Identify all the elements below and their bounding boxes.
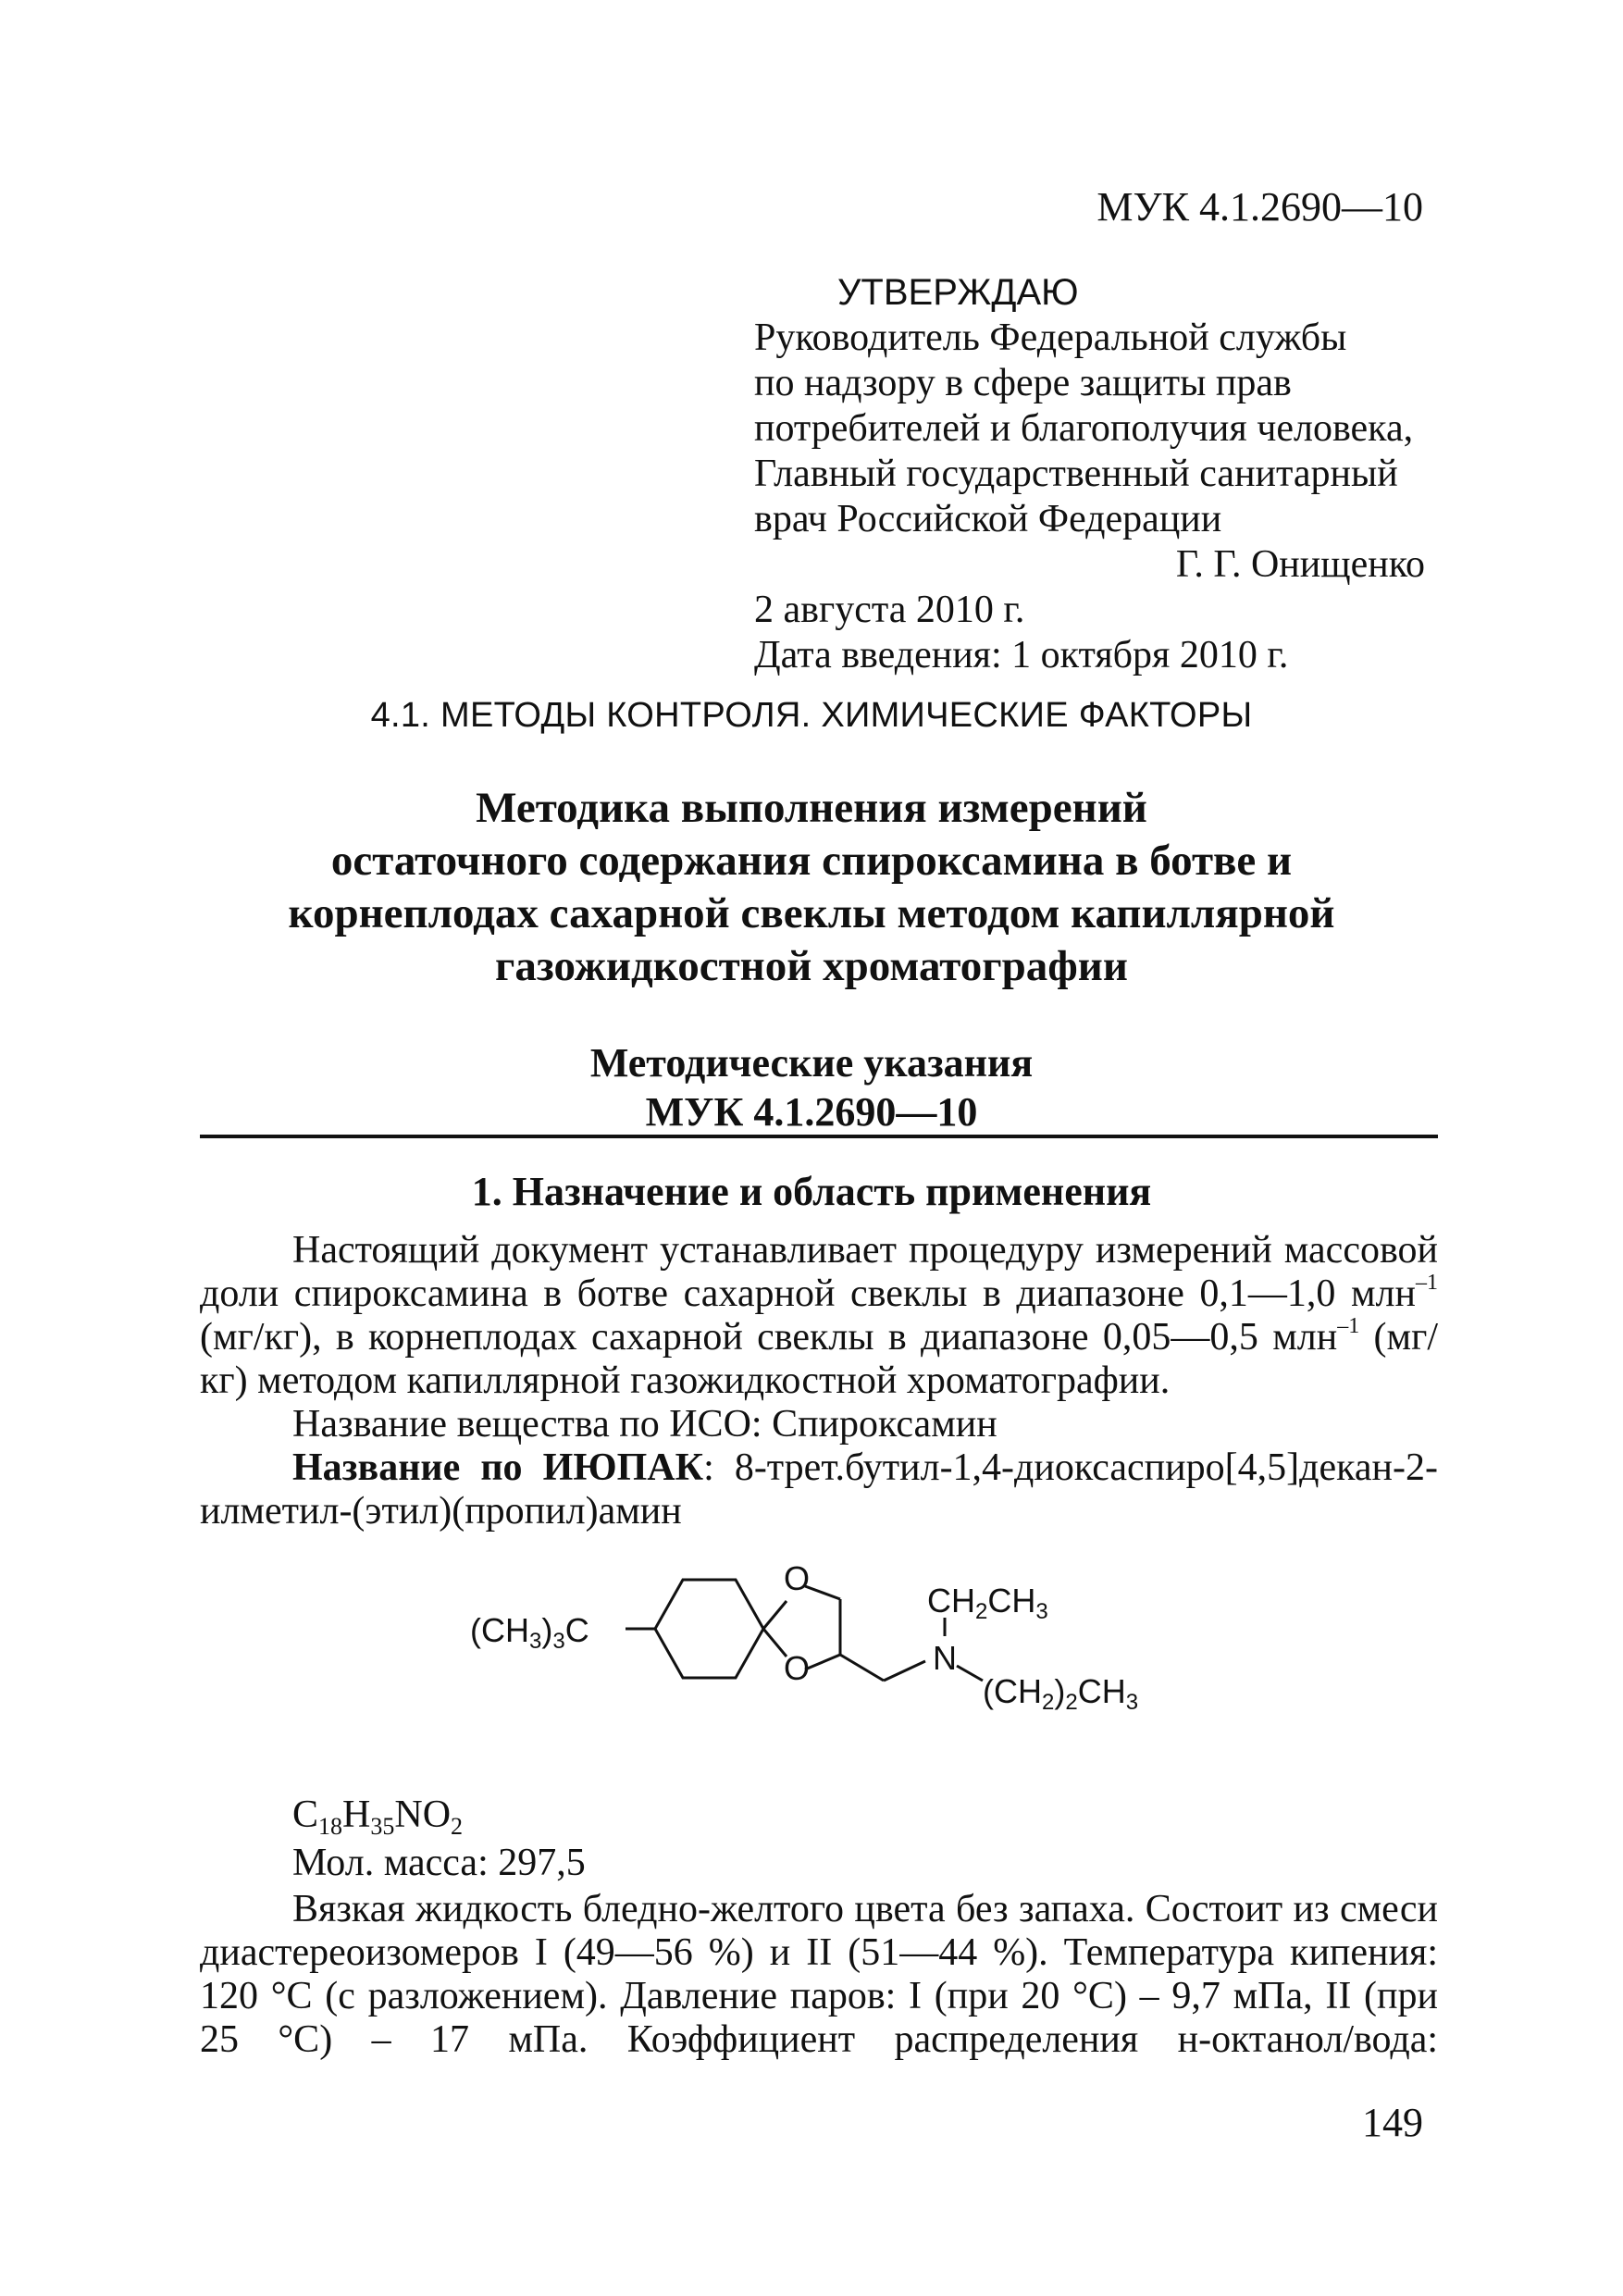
signatory-name: Г. Г. Онищенко	[1175, 543, 1425, 586]
approval-block	[754, 270, 1425, 678]
section-caption: 4.1. МЕТОДЫ КОНТРОЛЯ. ХИМИЧЕСКИЕ ФАКТОРЫ	[370, 696, 1253, 735]
cyclohexane-ring	[655, 1580, 763, 1678]
molecular-formula: $C_{18}H_{35}NO_2$	[292, 1793, 464, 1840]
iupac-label: Название по ИЮПАК	[292, 1446, 704, 1489]
subtitle-line: МУК 4.1.2690—10	[645, 1089, 978, 1135]
subtitle-line: Методические указания	[589, 1040, 1034, 1086]
molecular-mass: Мол. масса: 297,5	[292, 1842, 586, 1884]
nitrogen-atom: N	[933, 1639, 957, 1677]
document-title	[185, 782, 1438, 993]
horizontal-rule	[200, 1135, 1438, 1138]
scope-paragraph-block	[200, 1229, 1438, 1533]
approval-line: врач Российской Федерации	[754, 498, 1222, 540]
iupac-value: : 8-трет.бутил-1,4-диоксаспиро[4,5]декан-2-илметил-(этил)(пропил)амин	[200, 1446, 1438, 1533]
section-heading: 1. Назначение и область применения	[471, 1169, 1152, 1214]
approval-line: потребителей и благополучия человека,	[754, 407, 1414, 450]
iupac-name	[200, 1446, 1438, 1533]
document-code: МУК 4.1.2690—10	[1096, 184, 1423, 230]
page-number: 149	[1362, 2100, 1423, 2145]
ethyl-group: CH2CH3	[927, 1582, 1048, 1624]
title-line: газожидкостной хроматографии	[495, 942, 1128, 990]
formula-block	[292, 1791, 586, 1887]
iso-name: Название вещества по ИСО: Спироксамин	[292, 1403, 997, 1446]
scope-paragraph: Настоящий документ устанавливает процедуру измерений массовой доли спироксамина в ботве сахарной свеклы в диапазоне 0,1—1,0 млн$^{-1}$ (мг/кг), в корнеплодах сахарной свеклы в диапазоне 0,05—0,5 млн$^{-1}$ (мг/кг) методом капиллярной газожидкостной хроматографии.	[200, 1229, 1438, 1402]
physical-properties: Вязкая жидкость бледно-желтого цвета без запаха. Состоит из смеси диастереоизомеров I (49—56 %) и II (51—44 %). Температура кипения: 120 °С (с разложением). Давление паров: I (при 20 °С) – 9,7 мПа, II (при 25 °С) – 17 мПа. Коэффициент распределения н-октанол/вода:	[200, 1888, 1438, 2061]
approval-line: Главный государственный санитарный	[754, 453, 1398, 495]
oxygen-atom-top: O	[784, 1559, 811, 1597]
document-subtitle	[185, 1038, 1438, 1136]
propyl-group: (CH2)2CH3	[983, 1672, 1139, 1715]
title-line: остаточного содержания спироксамина в ботве и	[330, 837, 1293, 885]
title-line: корнеплодах сахарной свеклы методом капиллярной	[288, 889, 1335, 937]
approval-line: Руководитель Федеральной службы	[754, 316, 1347, 359]
structural-formula	[444, 1555, 1184, 1768]
properties-block	[200, 1888, 1438, 2062]
oxygen-atom-bottom: O	[784, 1649, 811, 1687]
tert-butyl-group: (CH3)3C	[470, 1611, 589, 1654]
approval-title: УТВЕРЖДАЮ	[837, 272, 1079, 313]
approval-line: по надзору в сфере защиты прав	[754, 362, 1292, 404]
approval-date: 2 августа 2010 г.	[754, 589, 1025, 631]
introduction-date: Дата введения: 1 октября 2010 г.	[754, 634, 1289, 676]
title-line: Методика выполнения измерений	[476, 784, 1147, 832]
